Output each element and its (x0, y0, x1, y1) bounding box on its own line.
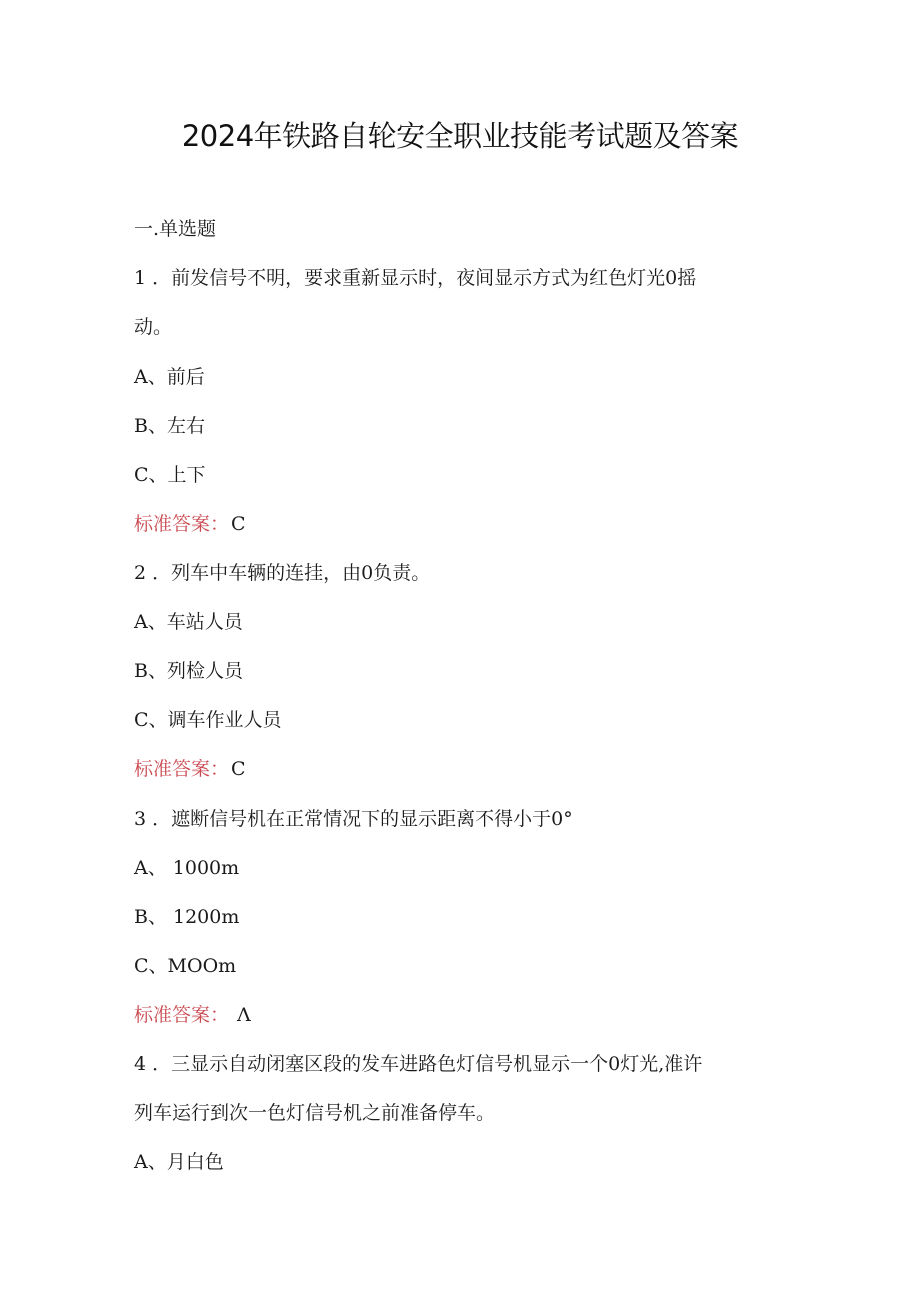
question-3-line-1 (134, 806, 573, 832)
question-3-option-a: A、 1000m (134, 857, 240, 879)
question-2-line-1 (134, 560, 430, 586)
question-text: ．前发信号不明，要求重新显示时，夜间显示方式为红色灯光0摇 (152, 267, 697, 289)
question-4-option-a: A、月白色 (134, 1151, 224, 1173)
question-number: 3 (134, 808, 147, 830)
question-1-option-c: C、上下 (134, 464, 206, 486)
question-number: 1 (134, 267, 147, 289)
question-2-answer (134, 756, 246, 782)
question-1-line-1 (134, 265, 696, 291)
question-2-option-a: A、车站人员 (134, 611, 243, 633)
answer-value: C (231, 758, 246, 780)
question-number: 4 (134, 1053, 147, 1075)
question-1-option-a: A、前后 (134, 366, 205, 388)
question-1-line-2: 动。 (134, 316, 173, 338)
question-4-line-1 (134, 1051, 702, 1077)
question-3-option-b: B、 1200m (134, 906, 240, 928)
question-4-line-2: 列车运行到次一色灯信号机之前准备停车。 (134, 1102, 496, 1124)
question-1-option-b: B、左右 (134, 415, 205, 437)
document-title: 2024年铁路自轮安全职业技能考试题及答案 (181, 119, 739, 153)
answer-value: C (231, 513, 246, 535)
question-2-option-b: B、列检人员 (134, 660, 243, 682)
answer-value: Λ (231, 1004, 251, 1026)
section-heading: 一.单选题 (134, 218, 217, 240)
question-text: ．三显示自动闭塞区段的发车进路色灯信号机显示一个0灯光,准许 (152, 1053, 703, 1075)
answer-label: 标准答案： (134, 1004, 230, 1026)
question-text: ．列车中车辆的连挂，由0负责。 (152, 562, 431, 584)
question-text: ．遮断信号机在正常情况下的显示距离不得小于0° (152, 808, 573, 830)
question-2-option-c: C、调车作业人员 (134, 709, 282, 731)
answer-label: 标准答案： (134, 758, 230, 780)
question-number: 2 (134, 562, 147, 584)
question-3-answer (134, 1002, 251, 1028)
question-3-option-c: C、MOOm (134, 955, 237, 977)
question-1-answer (134, 511, 246, 537)
answer-label: 标准答案： (134, 513, 230, 535)
